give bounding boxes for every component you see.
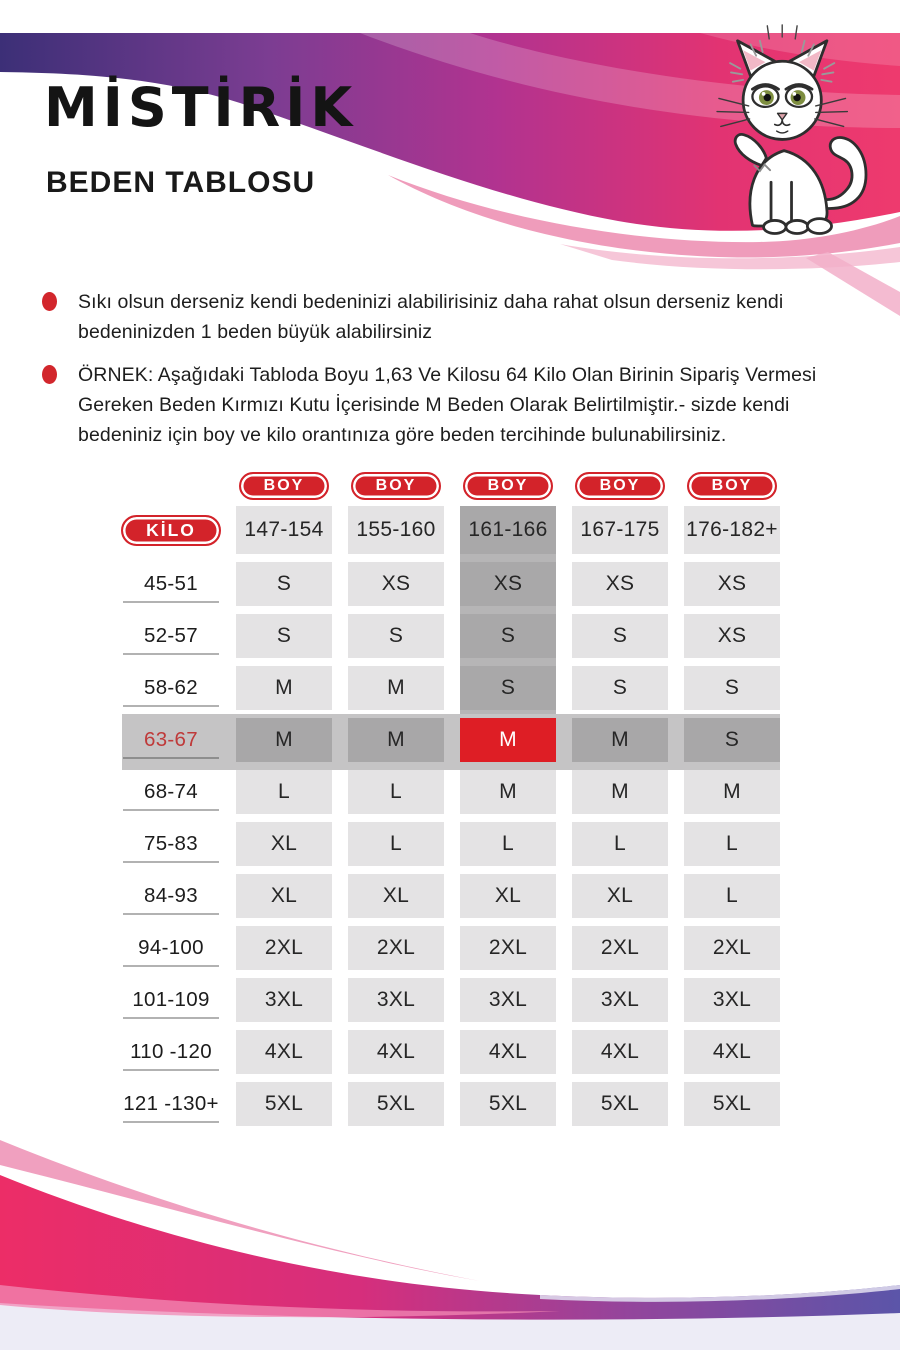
size-cell: 3XL xyxy=(348,978,444,1022)
size-cell: 4XL xyxy=(348,1030,444,1074)
weight-label: 75-83 xyxy=(122,822,220,866)
size-cell: S xyxy=(236,562,332,606)
size-cell: M xyxy=(236,718,332,762)
size-cell: XL xyxy=(572,874,668,918)
height-range-cell: 161-166 xyxy=(460,506,556,554)
size-cell: XS xyxy=(460,562,556,606)
weight-label: 84-93 xyxy=(122,874,220,918)
note-text: ÖRNEK: Aşağıdaki Tabloda Boyu 1,63 Ve Kilosu 64 Kilo Olan Birinin Sipariş Vermesi Gereken Beden Kırmızı Kutu İçerisinde M Beden Olarak Belirtilmiştir.- sizde kendi bedeniniz için boy ve kilo orantınıza göre beden tercihinde bulunabilirsiniz. xyxy=(78,364,817,446)
size-cell: 2XL xyxy=(348,926,444,970)
weight-label: 45-51 xyxy=(122,562,220,606)
size-cell: 5XL xyxy=(460,1082,556,1126)
boy-badge: BOY xyxy=(575,472,665,500)
size-cell: 5XL xyxy=(348,1082,444,1126)
size-cell: L xyxy=(348,770,444,814)
note-item xyxy=(42,287,857,347)
cat-raised-paw xyxy=(735,134,766,165)
size-cell: S xyxy=(572,666,668,710)
size-cell: 5XL xyxy=(684,1082,780,1126)
size-cell: S xyxy=(348,614,444,658)
size-cell: 4XL xyxy=(236,1030,332,1074)
size-cell: L xyxy=(684,822,780,866)
size-cell: M xyxy=(348,666,444,710)
size-cell: XL xyxy=(348,874,444,918)
size-cell: 5XL xyxy=(572,1082,668,1126)
selected-size-cell: M xyxy=(460,718,556,762)
size-cell: M xyxy=(572,770,668,814)
height-range-cell: 155-160 xyxy=(348,506,444,554)
weight-label: 121 -130+ xyxy=(122,1082,220,1126)
size-cell: 3XL xyxy=(684,978,780,1022)
bottom-swoosh-decor xyxy=(0,1135,900,1350)
size-cell: XL xyxy=(460,874,556,918)
cat-tail xyxy=(821,137,866,208)
size-cell: 2XL xyxy=(572,926,668,970)
size-cell: 3XL xyxy=(236,978,332,1022)
size-cell: XS xyxy=(684,614,780,658)
size-cell: 2XL xyxy=(236,926,332,970)
note-item xyxy=(42,360,857,450)
weight-label: 58-62 xyxy=(122,666,220,710)
size-cell: M xyxy=(348,718,444,762)
notes-section xyxy=(42,287,857,450)
size-cell: 3XL xyxy=(460,978,556,1022)
kilo-badge: KİLO xyxy=(121,515,221,546)
size-cell: L xyxy=(684,874,780,918)
size-cell: XS xyxy=(572,562,668,606)
size-cell: S xyxy=(572,614,668,658)
boy-badge: BOY xyxy=(463,472,553,500)
brand-title: MİSTİRİK xyxy=(44,76,358,139)
height-range-cell: 176-182+ xyxy=(684,506,780,554)
size-cell: XS xyxy=(684,562,780,606)
red-dot-bullet-icon xyxy=(42,292,57,311)
size-cell: L xyxy=(572,822,668,866)
weight-label: 52-57 xyxy=(122,614,220,658)
size-cell: M xyxy=(460,770,556,814)
size-cell: 3XL xyxy=(572,978,668,1022)
page-title: BEDEN TABLOSU xyxy=(46,166,316,199)
cat-mascot-illustration xyxy=(692,24,878,240)
size-cell: L xyxy=(236,770,332,814)
size-cell: 4XL xyxy=(572,1030,668,1074)
boy-badge: BOY xyxy=(239,472,329,500)
size-cell: M xyxy=(572,718,668,762)
weight-label: 101-109 xyxy=(122,978,220,1022)
size-cell: 2XL xyxy=(460,926,556,970)
boy-badge: BOY xyxy=(687,472,777,500)
size-cell: XS xyxy=(348,562,444,606)
size-chart-grid xyxy=(122,474,780,1126)
weight-label: 63-67 xyxy=(122,718,220,762)
size-cell: 4XL xyxy=(460,1030,556,1074)
size-cell: S xyxy=(684,718,780,762)
size-cell: M xyxy=(684,770,780,814)
size-cell: 2XL xyxy=(684,926,780,970)
height-range-cell: 147-154 xyxy=(236,506,332,554)
size-cell: 5XL xyxy=(236,1082,332,1126)
note-text: Sıkı olsun derseniz kendi bedeninizi alabilirisiniz daha rahat olsun derseniz kendi bedeninizden 1 beden büyük alabilirsiniz xyxy=(78,291,784,343)
weight-label: 110 -120 xyxy=(122,1030,220,1074)
weight-row-highlight-band xyxy=(122,714,780,770)
size-cell: M xyxy=(236,666,332,710)
size-cell: S xyxy=(684,666,780,710)
spacer-cell xyxy=(122,474,220,498)
size-cell: L xyxy=(460,822,556,866)
size-cell: S xyxy=(460,614,556,658)
boy-badge: BOY xyxy=(351,472,441,500)
weight-label: 94-100 xyxy=(122,926,220,970)
size-cell: S xyxy=(460,666,556,710)
size-cell: 4XL xyxy=(684,1030,780,1074)
red-dot-bullet-icon xyxy=(42,365,57,384)
height-range-cell: 167-175 xyxy=(572,506,668,554)
size-cell: XL xyxy=(236,822,332,866)
size-cell: XL xyxy=(236,874,332,918)
size-cell: L xyxy=(348,822,444,866)
size-cell: S xyxy=(236,614,332,658)
weight-label: 68-74 xyxy=(122,770,220,814)
